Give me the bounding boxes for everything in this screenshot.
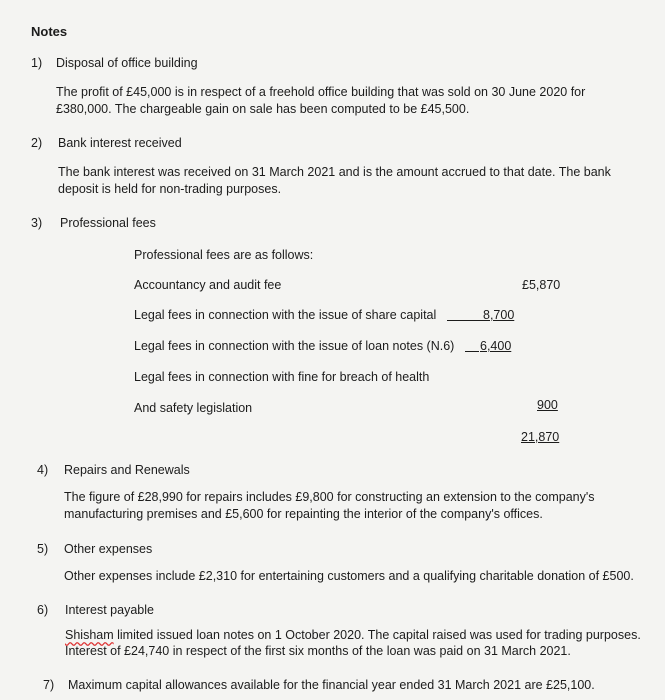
fee-row-label: And safety legislation <box>134 401 253 415</box>
fee-row-label: Legal fees in connection with the issue of share capital <box>134 308 437 322</box>
fee-row-label: Legal fees in connection with fine for breach of health <box>134 370 430 384</box>
fee-row-amount: £5,870 <box>522 278 561 292</box>
note-6-body-line-1 <box>65 628 641 642</box>
fee-row-label: Accountancy and audit fee <box>134 278 282 292</box>
note-2-body: The bank interest was received on 31 March 2021 and is the amount accrued to that date. The bank deposit is held for non-trading purposes. <box>58 165 611 196</box>
note-3-number: 3) <box>31 216 43 230</box>
note-5-body: Other expenses include £2,310 for entertaining customers and a qualifying charitable donation of £500. <box>64 569 634 583</box>
note-4-title: Repairs and Renewals <box>64 463 190 477</box>
note-1-number: 1) <box>31 56 43 70</box>
fee-row-amount: 6,400 <box>480 339 512 353</box>
note-6-body-line-2: Interest of £24,740 in respect of the first six months of the loan was paid on 31 March 2021. <box>65 644 571 658</box>
note-7-number: 7) <box>43 678 55 692</box>
fee-row-amount: 900 <box>537 398 558 412</box>
fees-intro: Professional fees are as follows: <box>134 248 314 262</box>
fee-row-leader-line <box>447 320 483 321</box>
note-2-title: Bank interest received <box>58 136 182 150</box>
note-5-title: Other expenses <box>64 542 153 556</box>
note-6-number: 6) <box>37 603 49 617</box>
company-name: Shisham <box>65 628 114 642</box>
fee-row-leader-line <box>465 351 479 352</box>
note-7-title: Maximum capital allowances available for the financial year ended 31 March 2021 are £25,100. <box>68 678 595 692</box>
note-3-title: Professional fees <box>60 216 156 230</box>
note-6-body-line-1-text: limited issued loan notes on 1 October 2020. The capital raised was used for trading purposes. <box>113 628 641 642</box>
note-6-title: Interest payable <box>65 603 154 617</box>
fee-row-label: Legal fees in connection with the issue of loan notes (N.6) <box>134 339 455 353</box>
note-4-number: 4) <box>37 463 49 477</box>
note-2-number: 2) <box>31 136 43 150</box>
fee-row-amount: 8,700 <box>483 308 515 322</box>
notes-heading: Notes <box>31 24 68 39</box>
note-5-number: 5) <box>37 542 49 556</box>
fees-total: 21,870 <box>521 430 560 444</box>
note-4-body: The figure of £28,990 for repairs includes £9,800 for constructing an extension to the company's manufacturing premises and £5,600 for repainting the interior of the company's offices. <box>64 490 595 521</box>
note-1-title: Disposal of office building <box>56 56 198 70</box>
note-1-body: The profit of £45,000 is in respect of a freehold office building that was sold on 30 June 2020 for £380,000. The chargeable gain on sale has been computed to be £45,500. <box>56 85 586 116</box>
